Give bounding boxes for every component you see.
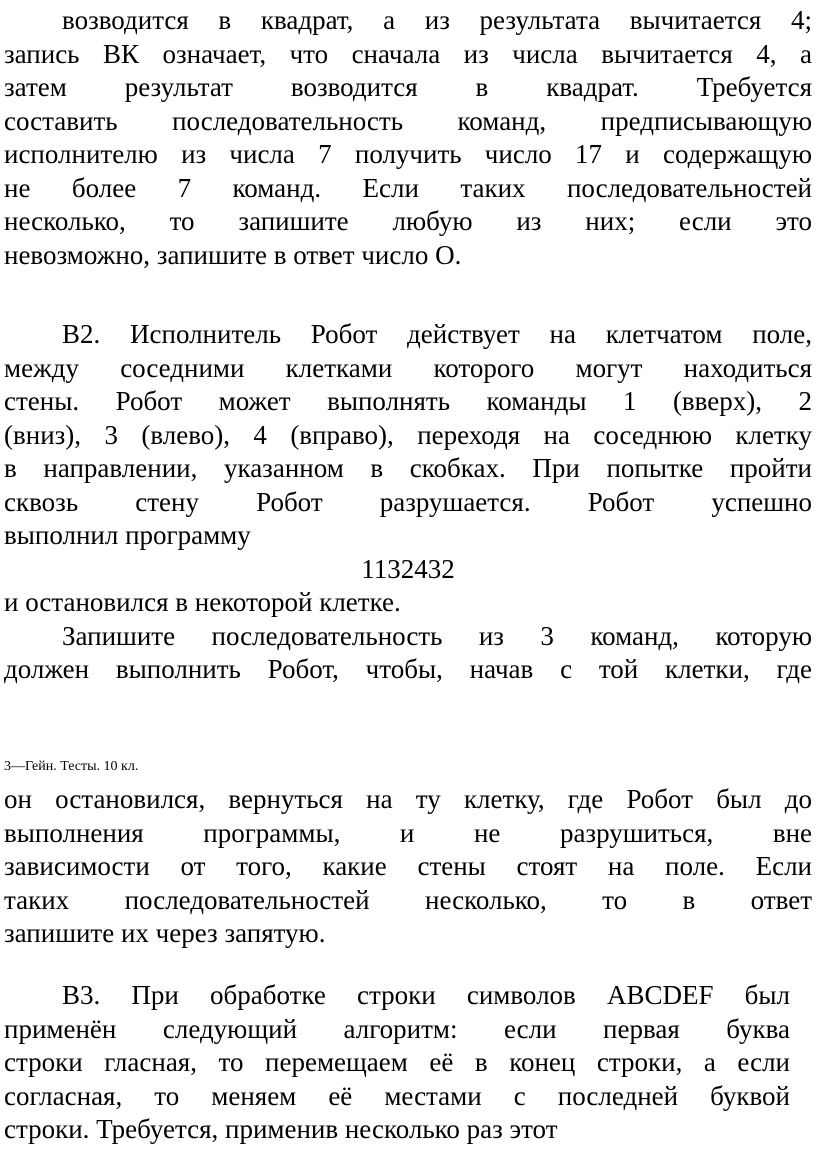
page-footer: 3—Гейн. Тесты. 10 кл. [4,759,139,774]
text-line: согласная, то меняем её местами с последней буквой [4,1080,790,1111]
text-line: в направлении, указанном в скобках. При попытке пройти [4,453,812,483]
text-line: исполнителю из числа 7 получить число 17 и содержащую [4,139,812,169]
text-line: выполнения программы, и не разрушиться, вне [4,817,812,848]
text-line: строки. Требуется, применив несколько раз этот [4,1114,558,1144]
text-line: запишите их через запятую. [4,918,326,948]
text-line: составить последовательность команд, предписывающую [4,105,812,136]
text-line: запись ВК означает, что сначала из числа вычитается 4, а [4,38,812,69]
text-line: таких последовательностей несколько, то в ответ [4,884,812,915]
text-line: зависимости от того, какие стены стоят на поле. Если [4,851,812,881]
text-line: не более 7 команд. Если таких последовательностей [4,172,812,203]
text-line: сквозь стену Робот разрушается. Робот успешно [4,486,812,517]
text-line: он остановился, вернуться на ту клетку, где Робот был до [4,784,812,814]
problem-b2-continuation [4,783,812,951]
text-line: строки гласная, то перемещаем её в конец строки, а если [4,1047,790,1077]
text-line: между соседними клетками которого могут находиться [4,352,812,383]
text-line: возводится в квадрат, а из результата вычитается 4; [62,5,812,35]
text-line: (вниз), 3 (влево), 4 (вправо), переходя на соседнюю клетку [4,419,812,450]
text-line: В2. Исполнитель Робот действует на клетчатом поле, [62,319,812,349]
problem-b2 [4,318,812,687]
text-line: и остановился в некоторой клетке. [4,587,401,617]
text-line: выполнил программу [4,520,251,550]
text-line: стены. Робот может выполнять команды 1 (вверх), 2 [4,386,812,416]
program-code: 1132432 [361,553,455,584]
text-line: должен выполнить Робот, чтобы, начав с той клетки, где [4,654,812,684]
text-line: Запишите последовательность из 3 команд, которую [62,620,812,651]
text-line: невозможно, запишите в ответ число О. [4,239,462,270]
text-line: затем результат возводится в квадрат. Требуется [4,72,812,102]
text-line: несколько, то запишите любую из них; если это [4,206,812,236]
text-line: В3. При обработке строки символов ABCDEF был [62,980,790,1010]
problem-b1-continuation [4,4,812,272]
text-line: применён следующий алгоритм: если первая буква [4,1013,790,1044]
problem-b3 [4,979,790,1147]
